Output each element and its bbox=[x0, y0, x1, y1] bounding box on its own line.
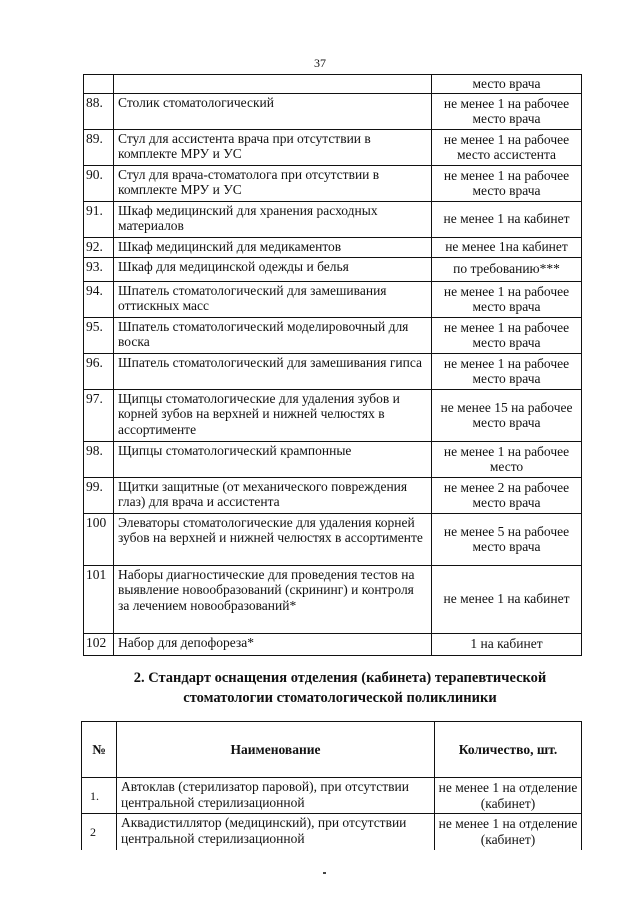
item-quantity: не менее 1 на рабочее место врача bbox=[432, 317, 582, 353]
row-number: 90. bbox=[84, 165, 114, 201]
item-name: Шкаф медицинский для хранения расходных материалов bbox=[114, 201, 432, 237]
row-number: 1. bbox=[82, 778, 117, 814]
item-quantity: не менее 1 на кабинет bbox=[432, 201, 582, 237]
item-quantity: не менее 1 на рабочее место bbox=[432, 441, 582, 477]
item-quantity: не менее 15 на рабочее место врача bbox=[432, 389, 582, 441]
item-name: Стул для ассистента врача при отсутствии в комплекте МРУ и УС bbox=[114, 129, 432, 165]
item-name: Шкаф для медицинской одежды и белья bbox=[114, 257, 432, 281]
item-name: Автоклав (стерилизатор паровой), при отсутствии центральной стерилизационной bbox=[117, 778, 435, 814]
item-name: Шпатель стоматологический для замешивания оттискных масс bbox=[114, 281, 432, 317]
table-row bbox=[84, 201, 582, 237]
row-number: 101 bbox=[84, 565, 114, 633]
item-quantity: не менее 1 на рабочее место врача bbox=[432, 353, 582, 389]
row-number: 99. bbox=[84, 477, 114, 513]
row-number: 100 bbox=[84, 513, 114, 565]
item-quantity: 1 на кабинет bbox=[432, 633, 582, 655]
page-number: 37 bbox=[314, 56, 326, 70]
item-quantity: не менее 1 на рабочее место врача bbox=[432, 93, 582, 129]
table-row bbox=[84, 75, 582, 94]
table-row bbox=[82, 814, 582, 850]
item-quantity: не менее 1 на отделение (кабинет) bbox=[435, 814, 582, 850]
table-row bbox=[84, 237, 582, 257]
row-number: 96. bbox=[84, 353, 114, 389]
item-quantity: место врача bbox=[432, 75, 582, 94]
item-name: Элеваторы стоматологические для удаления корней зубов на верхней и нижней челюстях в ассортименте bbox=[114, 513, 432, 565]
table-row bbox=[84, 389, 582, 441]
item-name: Щипцы стоматологический крампонные bbox=[114, 441, 432, 477]
equipment-standard-table bbox=[81, 721, 582, 850]
row-number: 97. bbox=[84, 389, 114, 441]
row-number: 89. bbox=[84, 129, 114, 165]
table-row bbox=[84, 513, 582, 565]
table-row bbox=[84, 165, 582, 201]
row-number: 91. bbox=[84, 201, 114, 237]
header-name: Наименование bbox=[117, 722, 435, 778]
table-row bbox=[84, 441, 582, 477]
table-row bbox=[84, 317, 582, 353]
row-number: 2 bbox=[82, 814, 117, 850]
header-quantity: Количество, шт. bbox=[435, 722, 582, 778]
table-row bbox=[84, 565, 582, 633]
item-name: Шпатель стоматологический моделировочный для воска bbox=[114, 317, 432, 353]
row-number: 92. bbox=[84, 237, 114, 257]
item-name: Шпатель стоматологический для замешивания гипса bbox=[114, 353, 432, 389]
item-quantity: не менее 1 на рабочее место ассистента bbox=[432, 129, 582, 165]
page-mark bbox=[323, 872, 326, 874]
item-name: Шкаф медицинский для медикаментов bbox=[114, 237, 432, 257]
item-quantity: не менее 1 на рабочее место врача bbox=[432, 281, 582, 317]
item-quantity: не менее 1 на рабочее место врача bbox=[432, 165, 582, 201]
table-row bbox=[84, 257, 582, 281]
item-name: Щитки защитные (от механического повреждения глаз) для врача и ассистента bbox=[114, 477, 432, 513]
table-row bbox=[82, 778, 582, 814]
row-number: 88. bbox=[84, 93, 114, 129]
table-row bbox=[84, 633, 582, 655]
item-quantity: не менее 1на кабинет bbox=[432, 237, 582, 257]
item-quantity: не менее 2 на рабочее место врача bbox=[432, 477, 582, 513]
item-name: Аквадистиллятор (медицинский), при отсутствии центральной стерилизационной bbox=[117, 814, 435, 850]
item-name: Набор для депофореза* bbox=[114, 633, 432, 655]
table-row bbox=[84, 129, 582, 165]
table-row bbox=[84, 93, 582, 129]
row-number bbox=[84, 75, 114, 94]
row-number: 102 bbox=[84, 633, 114, 655]
row-number: 94. bbox=[84, 281, 114, 317]
item-quantity: не менее 1 на отделение (кабинет) bbox=[435, 778, 582, 814]
item-name bbox=[114, 75, 432, 94]
item-name: Щипцы стоматологические для удаления зубов и корней зубов на верхней и нижней челюстях в ассортименте bbox=[114, 389, 432, 441]
item-quantity: по требованию*** bbox=[432, 257, 582, 281]
header-number: № bbox=[82, 722, 117, 778]
section-title: 2. Стандарт оснащения отделения (кабинета) терапевтической стоматологии стоматологической поликлиники bbox=[133, 670, 547, 706]
item-quantity: не менее 1 на кабинет bbox=[432, 565, 582, 633]
row-number: 98. bbox=[84, 441, 114, 477]
table-header-row bbox=[82, 722, 582, 778]
row-number: 95. bbox=[84, 317, 114, 353]
equipment-table-continued bbox=[83, 74, 582, 656]
table-row bbox=[84, 353, 582, 389]
item-name: Столик стоматологический bbox=[114, 93, 432, 129]
item-name: Стул для врача-стоматолога при отсутствии в комплекте МРУ и УС bbox=[114, 165, 432, 201]
row-number: 93. bbox=[84, 257, 114, 281]
table-row bbox=[84, 477, 582, 513]
item-quantity: не менее 5 на рабочее место врача bbox=[432, 513, 582, 565]
table-row bbox=[84, 281, 582, 317]
item-name: Наборы диагностические для проведения тестов на выявление новообразований (скрининг) и контроля за лечением новообразований* bbox=[114, 565, 432, 633]
